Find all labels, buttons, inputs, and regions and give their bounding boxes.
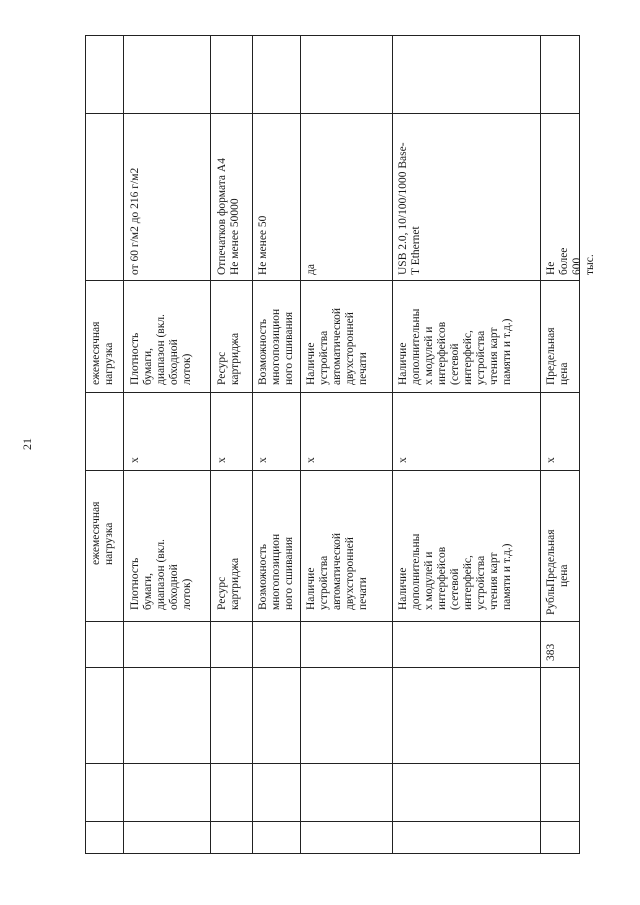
row-1-mark: x — [129, 457, 141, 463]
page-number: 21 — [20, 438, 34, 450]
row-5-characteristic-repeat: Наличие дополнительны х модулей и интерфейсов (сетевой интерфейс, устройства чтения карт памяти и т.д.) — [397, 308, 513, 385]
row-6-characteristic-repeat: Предельная цена — [545, 327, 570, 385]
row-3-value: Не менее 50 — [257, 215, 269, 275]
row-5-characteristic: Наличие дополнительны х модулей и интерфейсов (сетевой интерфейс, устройства чтения карт памяти и т.д.) — [397, 533, 513, 610]
row-2-characteristic: Ресурс картриджа — [216, 557, 241, 610]
row-1-characteristic: Плотность бумаги, диапазон (вкл. обходной лоток) — [129, 539, 193, 610]
row-4-mark: x — [305, 457, 317, 463]
row-6-unit: Рубль — [545, 586, 557, 615]
row-2-characteristic-repeat: Ресурс картриджа — [216, 332, 241, 385]
row-5-mark: x — [397, 457, 409, 463]
row-0-characteristic-repeat: ежемесячная нагрузка — [90, 321, 115, 385]
row-6-mark: x — [545, 457, 557, 463]
row-2-value: Отпечатков формата А4 Не менее 50000 — [216, 158, 241, 275]
row-6-characteristic: Предельная цена — [545, 529, 570, 587]
row-6-code: 383 — [545, 643, 557, 661]
row-1-characteristic-repeat: Плотность бумаги, диапазон (вкл. обходной лоток) — [129, 314, 193, 385]
specification-table — [85, 35, 596, 853]
row-3-mark: x — [257, 457, 269, 463]
row-0-characteristic: ежемесячная нагрузка — [90, 501, 115, 565]
row-4-characteristic: Наличие устройства автоматической двухсторонней печати — [305, 532, 369, 610]
row-5-value: USB 2.0, 10/100/1000 Base- T Ethernet — [397, 142, 422, 275]
row-4-characteristic-repeat: Наличие устройства автоматической двухсторонней печати — [305, 307, 369, 385]
row-1-value: от 60 г/м2 до 216 г/м2 — [129, 167, 141, 275]
row-3-characteristic: Возможность многопозицион ного сшивания — [257, 533, 295, 610]
row-6-value: Не более 600 тыс. — [545, 247, 596, 275]
row-2-mark: x — [216, 457, 228, 463]
row-3-characteristic-repeat: Возможность многопозицион ного сшивания — [257, 308, 295, 385]
row-4-value: да — [305, 264, 317, 275]
